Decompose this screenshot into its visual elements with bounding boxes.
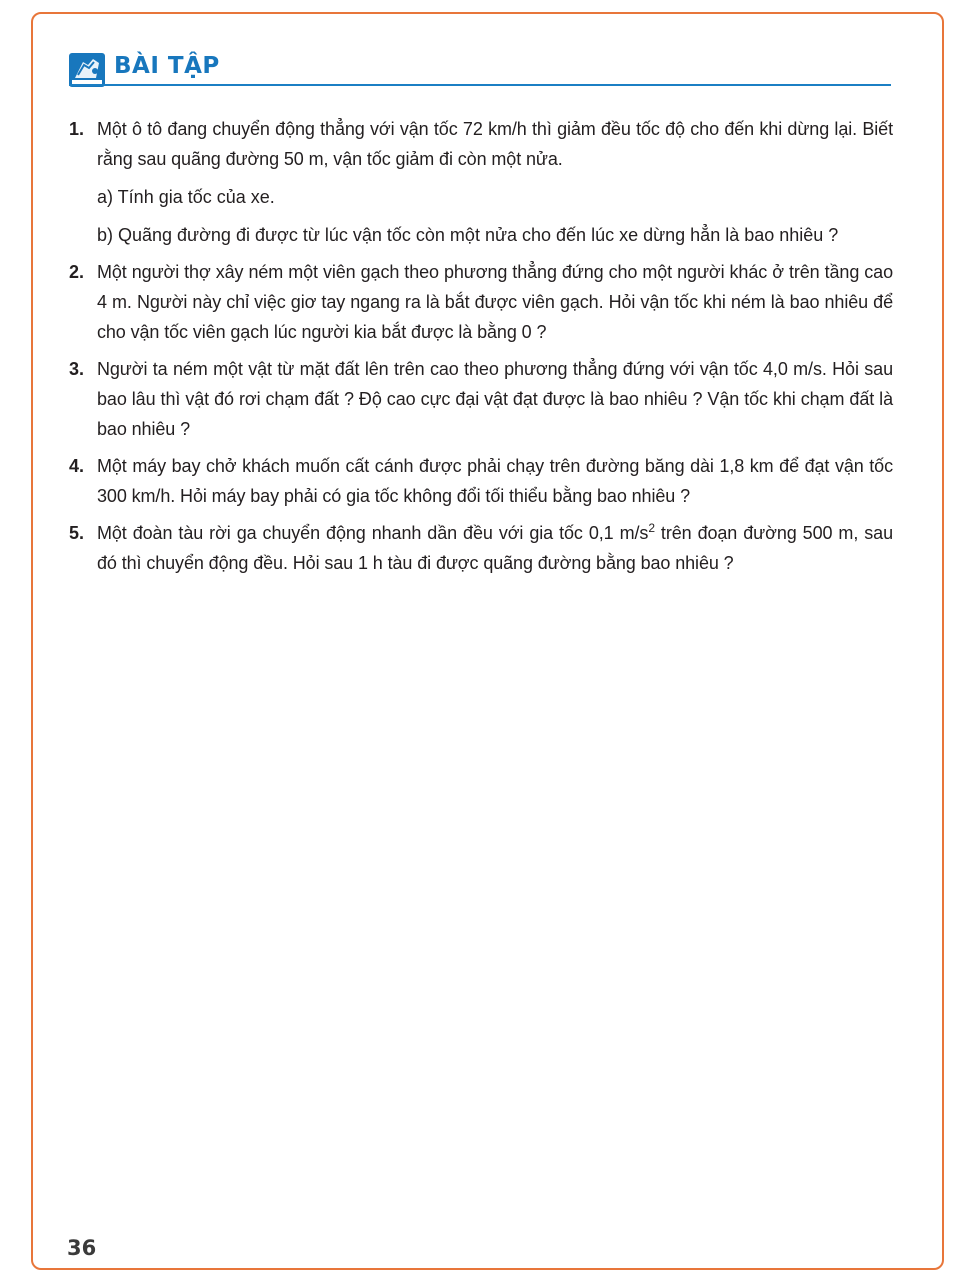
problem-number: 2. bbox=[69, 262, 85, 282]
problem-text-after: trên đoạn đường 500 m, sau đó thì chuyển động đều. Hỏi sau 1 h tàu đi được quãng đường bằng bao nhiêu ? bbox=[97, 523, 893, 573]
page-number: 36 bbox=[67, 1236, 97, 1260]
problem-item bbox=[65, 451, 893, 511]
section-header bbox=[69, 50, 891, 90]
problem-item bbox=[65, 257, 893, 347]
problem-number: 1. bbox=[69, 119, 85, 139]
problem-text: Người ta ném một vật từ mặt đất lên trên cao theo phương thẳng đứng với vận tốc 4,0 m/s. Hỏi sau bao lâu thì vật đó rơi chạm đất ? Độ cao cực đại vật đạt được là bao nhiêu ? Vận tốc khi chạm đất là bao nhiêu ? bbox=[97, 359, 893, 439]
problem-number: 4. bbox=[69, 456, 85, 476]
problem-list bbox=[65, 114, 893, 585]
problem-text: Một máy bay chở khách muốn cất cánh được phải chạy trên đường băng dài 1,8 km để đạt vận tốc 300 km/h. Hỏi máy bay phải có gia tốc không đổi tối thiểu bằng bao nhiêu ? bbox=[97, 456, 893, 506]
problem-item bbox=[65, 518, 893, 578]
problem-number: 5. bbox=[69, 523, 85, 543]
problem-text-before: Một đoàn tàu rời ga chuyển động nhanh dần đều với gia tốc 0,1 m/s bbox=[97, 523, 649, 543]
exercise-icon bbox=[69, 53, 105, 87]
exponent: 2 bbox=[648, 521, 655, 535]
problem-text bbox=[97, 518, 893, 578]
problem-item bbox=[65, 114, 893, 250]
problem-item bbox=[65, 354, 893, 444]
problem-text: Một ô tô đang chuyển động thẳng với vận tốc 72 km/h thì giảm đều tốc độ cho đến khi dừng lại. Biết rằng sau quãng đường 50 m, vận tốc giảm đi còn một nửa. bbox=[97, 119, 893, 169]
problem-number: 3. bbox=[69, 359, 85, 379]
problem-text: Một người thợ xây ném một viên gạch theo phương thẳng đứng cho một người khác ở trên tầng cao 4 m. Người này chỉ việc giơ tay ngang ra là bắt được viên gạch. Hỏi vận tốc khi ném là bao nhiêu để cho vận tốc viên gạch lúc người kia bắt được là bằng 0 ? bbox=[97, 262, 893, 342]
problem-part: a) Tính gia tốc của xe. bbox=[97, 187, 275, 207]
problem-part: b) Quãng đường đi được từ lúc vận tốc còn một nửa cho đến lúc xe dừng hẳn là bao nhiêu ? bbox=[97, 225, 839, 245]
section-title: BÀI TẬP bbox=[114, 53, 220, 79]
title-underline bbox=[69, 84, 891, 86]
